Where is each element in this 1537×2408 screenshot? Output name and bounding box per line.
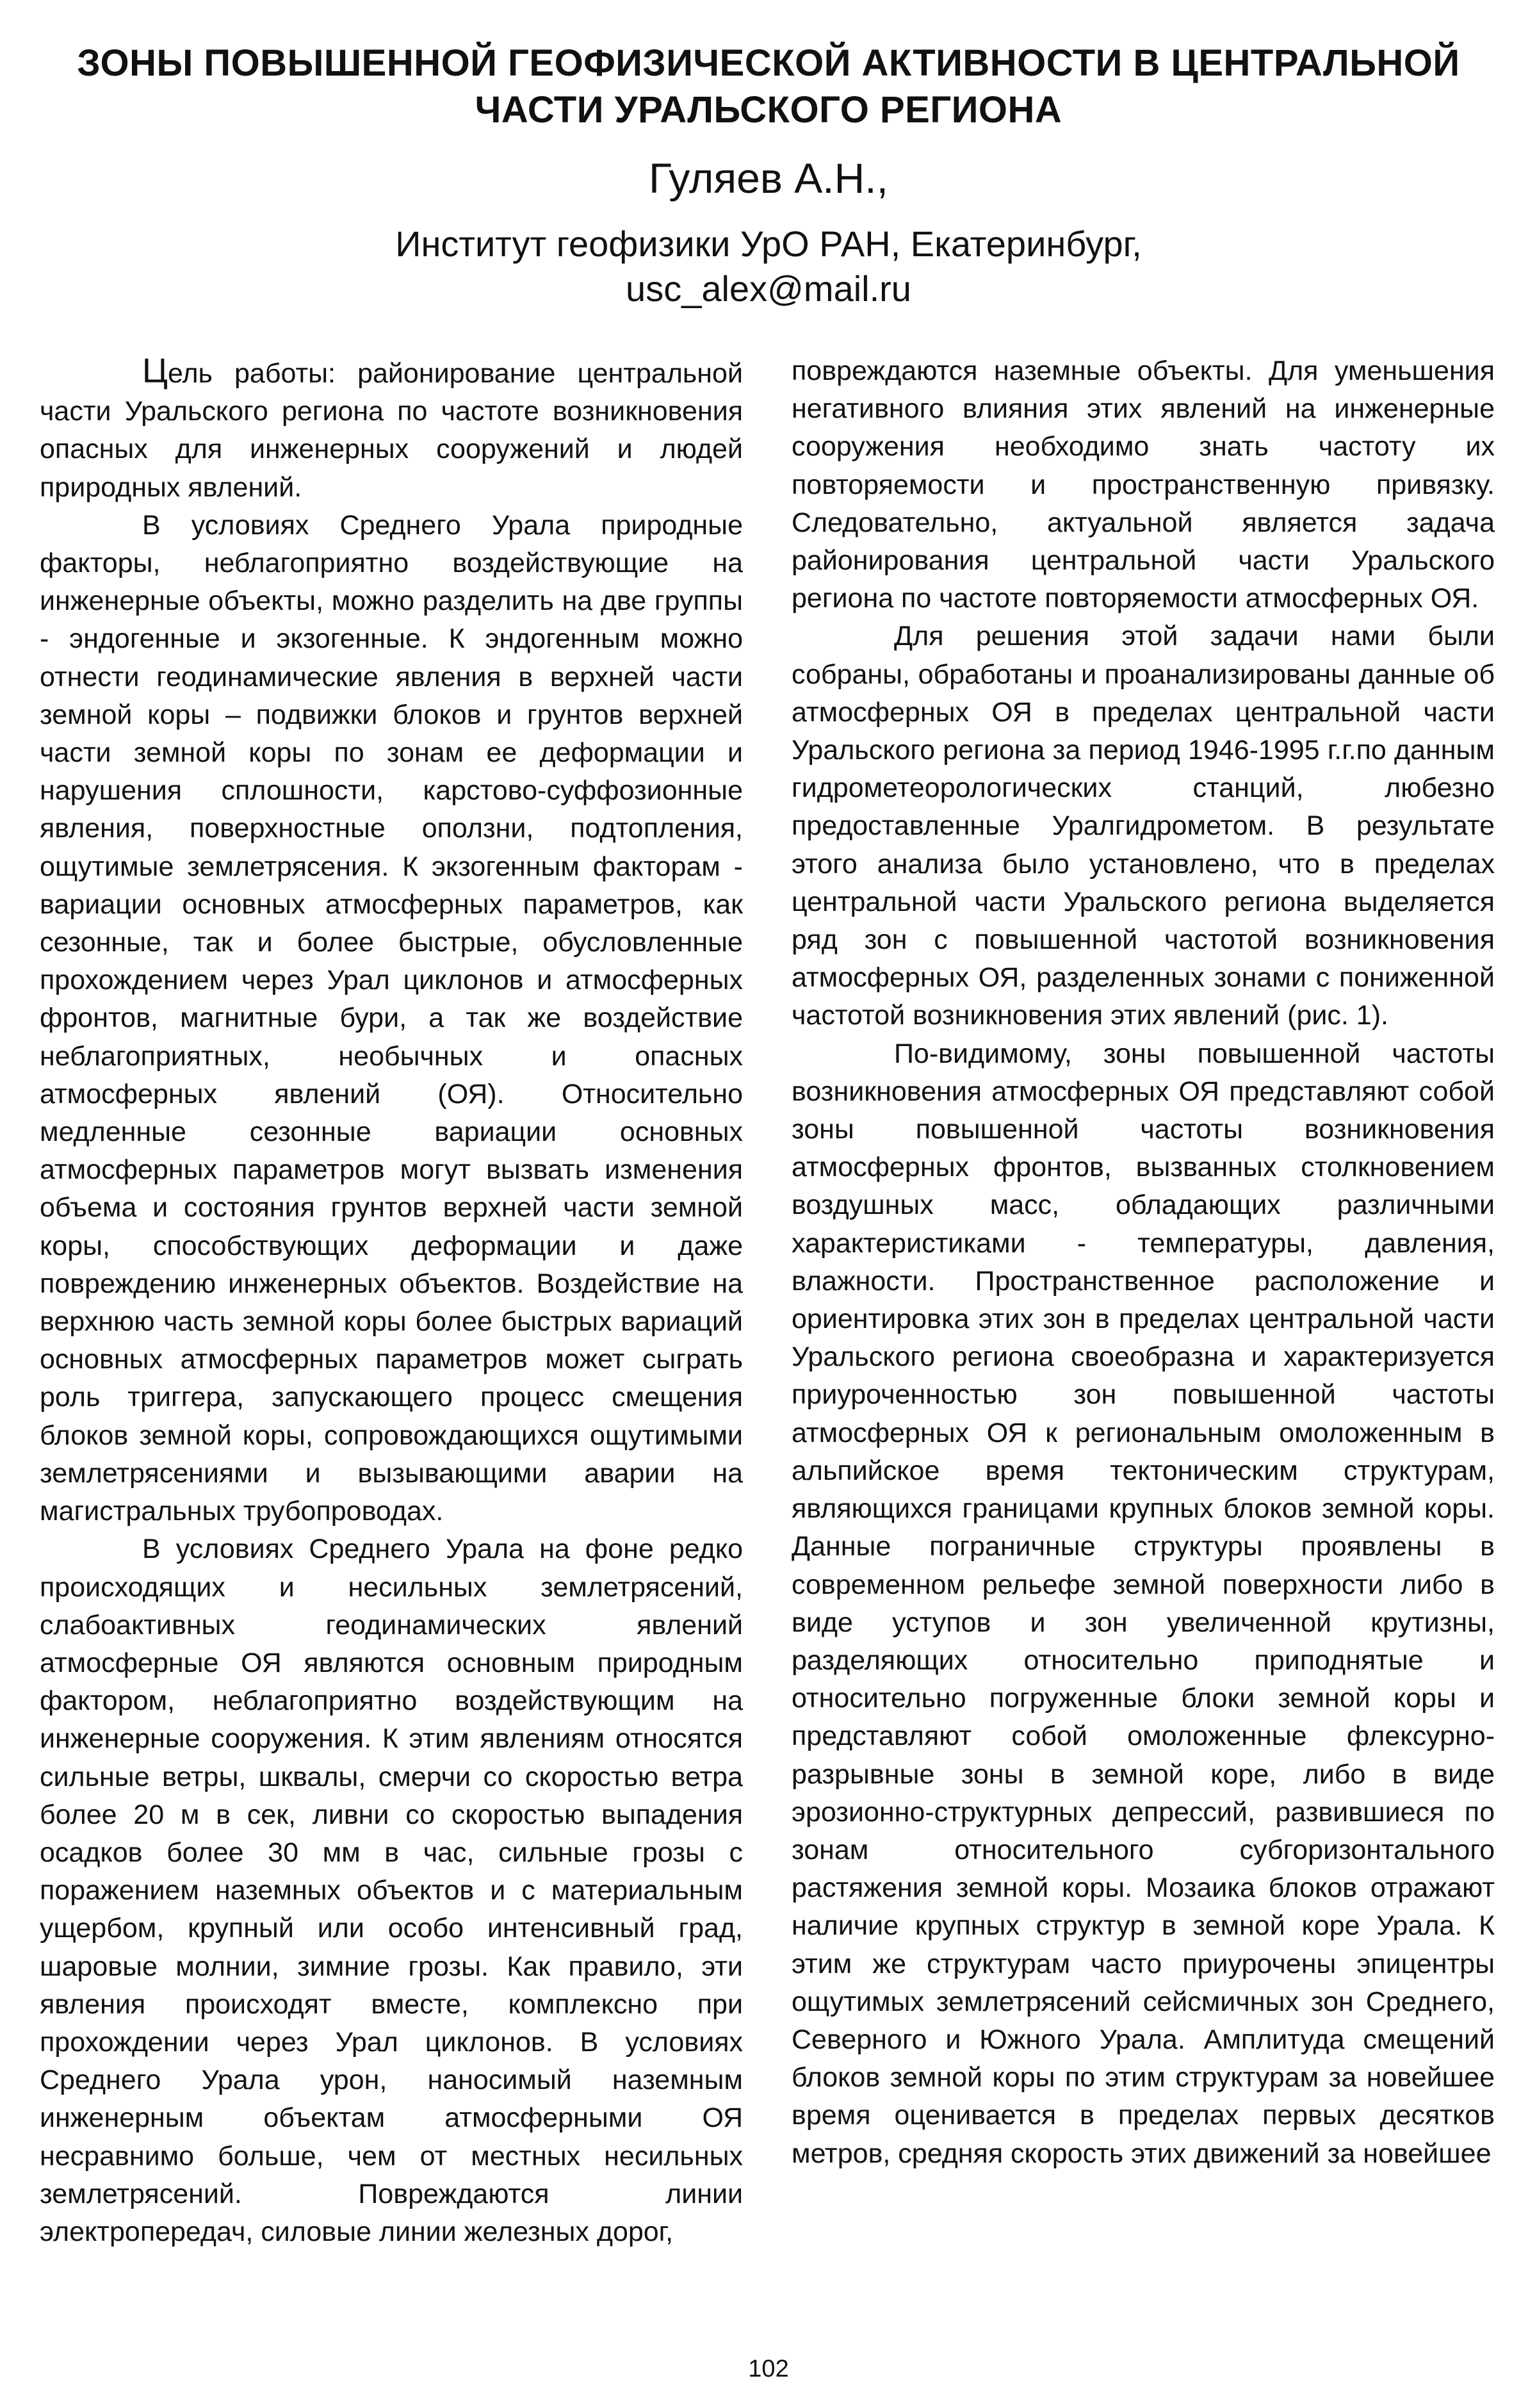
- author: Гуляев А.Н.,: [649, 154, 888, 202]
- affiliation: Институт геофизики УрО РАН, Екатеринбург,: [395, 224, 1142, 264]
- paragraph: повреждаются наземные объекты. Для уменьшения негативного влияния этих явлений на инженерные сооружения необходимо знать частоту их повторяемости и пространственную привязку. Следовательно, актуальной является задача районирования центральной части Уральского региона по частоте повторяемости атмосферных ОЯ.: [792, 356, 1495, 614]
- right-column: [792, 352, 1495, 2173]
- left-column: [40, 352, 743, 2251]
- paragraph: По-видимому, зоны повышенной частоты возникновения атмосферных ОЯ представляют собой зоны повышенной частоты возникновения атмосферных фронтов, вызванных столкновением воздушных масс, обладающих различными характеристиками - температуры, давления, влажности. Пространственное расположение и ориентировка этих зон в пределах центральной части Уральского региона своеобразна и характеризуется приуроченностью зон повышенной частоты атмосферных ОЯ к региональным омоложенным в альпийское время тектоническим структурам, являющихся границами крупных блоков земной коры. Данные пограничные структуры проявлены в современном рельефе земной поверхности либо в виде уступов и зон увеличенной крутизны, разделяющих относительно приподнятые и относительно погруженные блоки земной коры и представляют собой омоложенные флексурно-разрывные зоны в земной коре, либо в виде эрозионно-структурных депрессий, развившиеся по зонам относительного субгоризонтального растяжения земной коры. Мозаика блоков отражают наличие крупных структур в земной коре Урала. К этим же структурам часто приурочены эпицентры ощутимых землетрясений сейсмичных зон Среднего, Северного и Южного Урала. Амплитуда смещений блоков земной коры по этим структурам за новейшее время оценивается в пределах первых десятков метров, средняя скорость этих движений за новейшее: [792, 1038, 1495, 2169]
- paragraph: В условиях Среднего Урала на фоне редко происходящих и несильных землетрясений, слабоактивных геодинамических явлений атмосферные ОЯ являются основным природным фактором, неблагоприятно воздействующим на инженерные сооружения. К этим явлениям относятся сильные ветры, шквалы, смерчи со скоростью ветра более 20 м в сек, ливни со скоростью выпадения осадков более 30 мм в час, сильные грозы с поражением наземных объектов и с материальным ущербом, крупный или особо интенсивный град, шаровые молнии, зимние грозы. Как правило, эти явления происходят вместе, комплексно при прохождении через Урал циклонов. В условиях Среднего Урала урон, наносимый наземным инженерным объектам атмосферными ОЯ несравнимо больше, чем от местных несильных землетрясений. Повреждаются линии электропередач, силовые линии железных дорог,: [40, 1534, 743, 2247]
- paragraph: В условиях Среднего Урала природные факторы, неблагоприятно воздействующие на инженерные объекты, можно разделить на две группы - эндогенные и экзогенные. К эндогенным можно отнести геодинамические явления в верхней части земной коры – подвижки блоков и грунтов верхней части земной коры по зонам ее деформации и нарушения сплошности, карстово-суффозионные явления, поверхностные оползни, подтопления, ощутимые землетрясения. К экзогенным факторам - вариации основных атмосферных параметров, как сезонные, так и более быстрые, обусловленные прохождением через Урал циклонов и атмосферных фронтов, магнитные бури, а так же воздействие неблагоприятных, необычных и опасных атмосферных явлений (ОЯ). Относительно медленные сезонные вариации основных атмосферных параметров могут вызвать изменения объема и состояния грунтов верхней части земной коры, способствующих деформации и даже повреждению инженерных объектов. Воздействие на верхнюю часть земной коры более быстрых вариаций основных атмосферных параметров может сыграть роль триггера, запускающего процесс смещения блоков земной коры, сопровождающихся ощутимыми землетрясениями и вызывающими аварии на магистральных трубопроводах.: [40, 509, 743, 1527]
- paper-title: ЗОНЫ ПОВЫШЕННОЙ ГЕОФИЗИЧЕСКОЙ АКТИВНОСТИ В ЦЕНТРАЛЬНОЙ ЧАСТИ УРАЛЬСКОГО РЕГИОНА: [77, 42, 1460, 131]
- paragraph: Цель работы: районирование центральной части Уральского региона по частоте возникновения опасных для инженерных сооружений и людей природных явлений.: [40, 352, 743, 503]
- affiliation-block: [0, 222, 1537, 311]
- paragraph: Для решения этой задачи нами были собраны, обработаны и проанализированы данные об атмосферных ОЯ в пределах центральной части Уральского региона за период 1946-1995 г.г.по данным гидрометеорологических станций, любезно предоставленные Уралгидрометом. В результате этого анализа было установлено, что в пределах центральной части Уральского региона выделяется ряд зон с повышенной частотой возникновения атмосферных ОЯ, разделенных зонами с пониженной частотой возникновения этих явлений (рис. 1).: [792, 621, 1495, 1031]
- page-number: 102: [748, 2355, 789, 2382]
- email: usc_alex@mail.ru: [626, 268, 911, 309]
